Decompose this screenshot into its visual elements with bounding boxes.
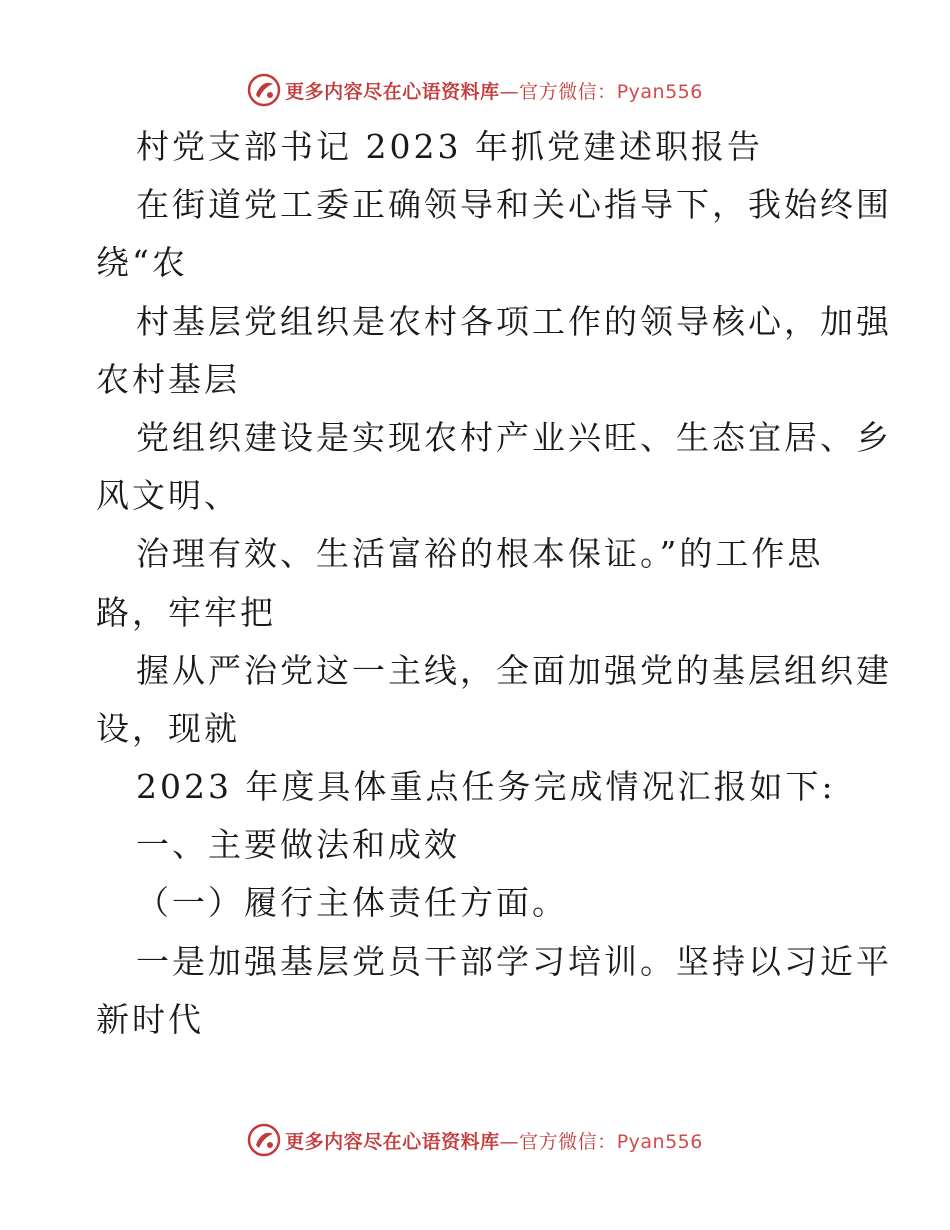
watermark-wechat-id: Pyan556	[616, 80, 703, 103]
subsection-heading: （一）履行主体责任方面。	[136, 883, 568, 923]
body-line: 党组织建设是实现农村产业兴旺、生态宜居、乡	[136, 417, 892, 457]
watermark-brand: 更多内容尽在心语资料库	[285, 80, 500, 103]
body-line: 风文明、	[96, 476, 240, 516]
body-line: 2023 年度具体重点任务完成情况汇报如下:	[136, 767, 836, 807]
body-line: 农村基层	[96, 359, 240, 399]
watermark-dash: —	[499, 1130, 520, 1153]
document-title: 村党支部书记 2023 年抓党建述职报告	[136, 127, 763, 166]
body-line: 一是加强基层党员干部学习培训。坚持以习近平	[136, 941, 892, 981]
body-line: 绕“农	[96, 243, 188, 283]
watermark-text	[285, 77, 703, 104]
watermark-brand: 更多内容尽在心语资料库	[285, 1130, 500, 1153]
footer-watermark	[0, 1122, 950, 1158]
section-heading: 一、主要做法和成效	[136, 825, 460, 865]
document-body	[96, 118, 892, 1049]
watermark-text	[285, 1127, 703, 1154]
watermark-contact: 官方微信：	[519, 80, 617, 103]
body-line: 设，现就	[96, 708, 240, 748]
body-line: 村基层党组织是农村各项工作的领导核心，加强	[136, 301, 892, 341]
body-line: 新时代	[96, 999, 204, 1039]
body-line: 在街道党工委正确领导和关心指导下，我始终围	[136, 185, 892, 225]
body-line: 握从严治党这一主线，全面加强党的基层组织建	[136, 650, 892, 690]
seal-logo-icon	[247, 1123, 281, 1157]
watermark-contact: 官方微信：	[519, 1130, 617, 1153]
body-line: 路，牢牢把	[96, 592, 276, 632]
watermark-wechat-id: Pyan556	[616, 1130, 703, 1153]
seal-logo-icon	[247, 73, 281, 107]
watermark-dash: —	[499, 80, 520, 103]
header-watermark	[0, 72, 950, 108]
body-line: 治理有效、生活富裕的根本保证。”的工作思	[136, 534, 824, 574]
